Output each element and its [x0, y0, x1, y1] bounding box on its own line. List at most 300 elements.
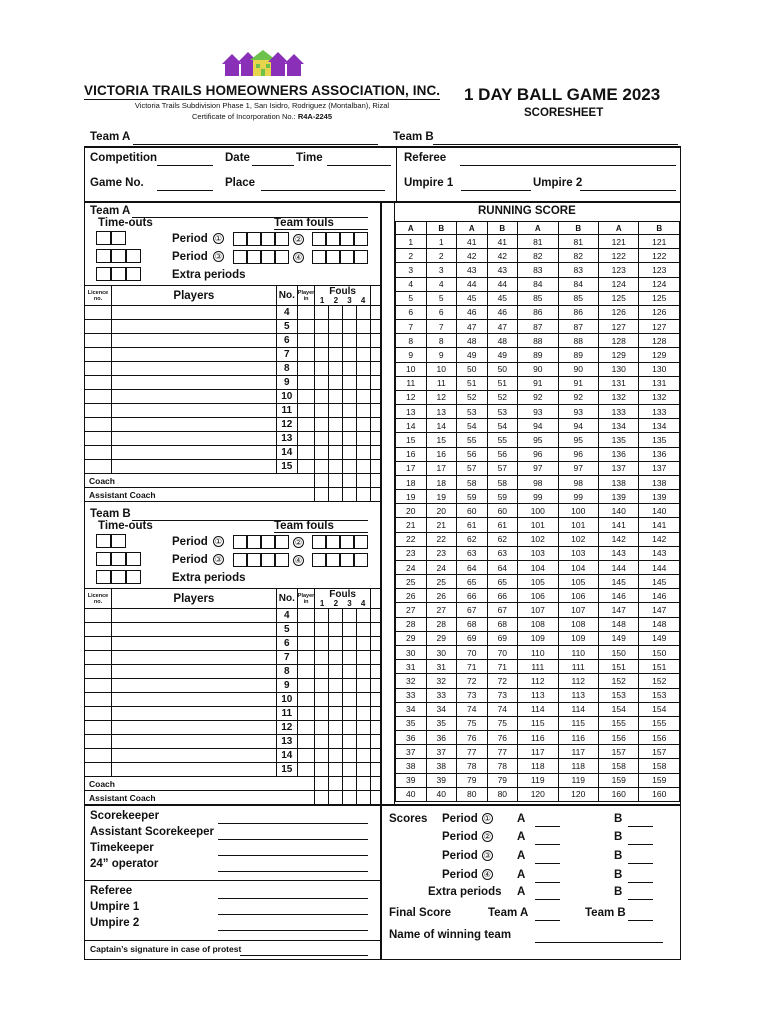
running-score-cell[interactable]: 1 [426, 235, 457, 249]
team-b-player-cell[interactable] [329, 679, 343, 693]
running-score-cell[interactable]: 33 [396, 688, 427, 702]
running-score-cell[interactable]: 142 [599, 532, 639, 546]
team-b-player-cell[interactable] [357, 735, 371, 749]
running-score-cell[interactable]: 121 [639, 235, 680, 249]
team-b-timeout-box[interactable] [111, 552, 126, 566]
running-score-cell[interactable]: 44 [457, 277, 488, 291]
running-score-cell[interactable]: 38 [396, 759, 427, 773]
team-a-player-cell[interactable] [370, 348, 380, 362]
bottom-umpire1-line[interactable] [218, 914, 368, 915]
team-a-player-cell[interactable] [111, 376, 276, 390]
running-score-cell[interactable]: 138 [599, 475, 639, 489]
running-score-cell[interactable]: 24 [396, 560, 427, 574]
team-a-coach-cell[interactable] [329, 474, 343, 488]
team-a-player-row[interactable] [85, 446, 381, 460]
team-a-player-cell[interactable] [111, 404, 276, 418]
running-score-cell[interactable]: 30 [396, 645, 427, 659]
running-score-cell[interactable]: 145 [639, 575, 680, 589]
running-score-cell[interactable]: 45 [457, 291, 488, 305]
score-a-line[interactable] [535, 844, 560, 845]
team-a-player-cell[interactable] [329, 460, 343, 474]
running-score-cell[interactable]: 106 [518, 589, 558, 603]
team-a-player-cell[interactable] [297, 390, 315, 404]
team-b-player-row[interactable] [85, 707, 381, 721]
team-b-player-cell[interactable] [329, 763, 343, 777]
running-score-cell[interactable]: 123 [599, 263, 639, 277]
team-a-coach-row[interactable] [85, 474, 381, 488]
team-a-player-cell[interactable] [297, 446, 315, 460]
team-b-player-row[interactable] [85, 665, 381, 679]
running-score-cell[interactable]: 91 [518, 376, 558, 390]
team-a-player-cell[interactable] [85, 362, 112, 376]
running-score-cell[interactable]: 139 [639, 490, 680, 504]
running-score-cell[interactable]: 24 [426, 560, 457, 574]
team-b-player-cell[interactable] [85, 623, 112, 637]
team-b-player-cell[interactable] [370, 679, 380, 693]
running-score-cell[interactable]: 109 [518, 631, 558, 645]
team-a-player-cell[interactable] [329, 320, 343, 334]
score-b-line[interactable] [628, 863, 653, 864]
running-score-cell[interactable]: 98 [518, 475, 558, 489]
team-b-player-cell[interactable] [111, 707, 276, 721]
team-b-player-cell[interactable] [315, 679, 329, 693]
running-score-cell[interactable]: 150 [599, 645, 639, 659]
running-score-cell[interactable]: 55 [457, 433, 488, 447]
team-a-player-cell[interactable] [111, 348, 276, 362]
running-score-cell[interactable]: 13 [396, 405, 427, 419]
team-b-foul-box[interactable] [233, 535, 247, 549]
team-a-player-row[interactable] [85, 390, 381, 404]
running-score-cell[interactable]: 10 [396, 362, 427, 376]
timekeeper-line[interactable] [218, 855, 368, 856]
running-score-cell[interactable]: 11 [396, 376, 427, 390]
team-a-assistant-coach-cell[interactable] [357, 488, 371, 502]
running-score-cell[interactable]: 23 [426, 546, 457, 560]
team-b-player-cell[interactable] [370, 721, 380, 735]
team-a-player-row[interactable] [85, 334, 381, 348]
team-b-foul-box[interactable] [233, 553, 247, 567]
team-b-player-cell[interactable] [297, 749, 315, 763]
team-a-player-cell[interactable] [297, 418, 315, 432]
team-a-player-cell[interactable] [111, 362, 276, 376]
running-score-cell[interactable]: 35 [426, 716, 457, 730]
running-score-cell[interactable]: 158 [639, 759, 680, 773]
running-score-cell[interactable]: 37 [426, 745, 457, 759]
running-score-cell[interactable]: 54 [457, 419, 488, 433]
running-score-cell[interactable]: 132 [639, 390, 680, 404]
team-b-player-cell[interactable] [85, 763, 112, 777]
running-score-cell[interactable]: 6 [426, 305, 457, 319]
team-b-player-cell[interactable] [329, 735, 343, 749]
team-a-assistant-coach-cell[interactable] [370, 488, 380, 502]
running-score-cell[interactable]: 5 [426, 291, 457, 305]
running-score-cell[interactable]: 25 [426, 575, 457, 589]
team-b-timeout-box[interactable] [96, 570, 111, 584]
team-b-foul-box[interactable] [261, 535, 275, 549]
running-score-cell[interactable]: 51 [487, 376, 518, 390]
running-score-cell[interactable]: 78 [457, 759, 488, 773]
team-a-player-cell[interactable] [315, 460, 329, 474]
running-score-cell[interactable]: 39 [396, 773, 427, 787]
running-score-cell[interactable]: 139 [599, 490, 639, 504]
team-b-player-cell[interactable] [111, 609, 276, 623]
running-score-cell[interactable]: 157 [639, 745, 680, 759]
team-a-player-cell[interactable] [343, 376, 357, 390]
team-b-timeout-box[interactable] [126, 570, 141, 584]
running-score-cell[interactable]: 14 [396, 419, 427, 433]
running-score-cell[interactable]: 29 [426, 631, 457, 645]
running-score-cell[interactable]: 77 [457, 745, 488, 759]
running-score-cell[interactable]: 42 [487, 249, 518, 263]
team-b-player-cell[interactable] [85, 679, 112, 693]
team-a-player-row[interactable] [85, 404, 381, 418]
running-score-cell[interactable]: 127 [639, 320, 680, 334]
team-a-timeout-box[interactable] [126, 267, 141, 281]
running-score-cell[interactable]: 147 [639, 603, 680, 617]
running-score-cell[interactable]: 20 [426, 504, 457, 518]
team-b-foul-box[interactable] [354, 553, 368, 567]
running-score-cell[interactable]: 110 [518, 645, 558, 659]
running-score-cell[interactable]: 85 [558, 291, 598, 305]
running-score-cell[interactable]: 126 [599, 305, 639, 319]
running-score-cell[interactable]: 75 [457, 716, 488, 730]
time-line[interactable] [327, 165, 391, 166]
running-score-cell[interactable]: 152 [639, 674, 680, 688]
running-score-cell[interactable]: 58 [487, 475, 518, 489]
running-score-cell[interactable]: 66 [457, 589, 488, 603]
running-score-cell[interactable]: 118 [518, 759, 558, 773]
running-score-cell[interactable]: 30 [426, 645, 457, 659]
team-b-coach-cell[interactable] [370, 777, 380, 791]
team-b-player-cell[interactable] [329, 609, 343, 623]
team-b-player-cell[interactable] [111, 679, 276, 693]
team-b-player-cell[interactable] [85, 749, 112, 763]
running-score-cell[interactable]: 120 [558, 787, 598, 801]
running-score-cell[interactable]: 133 [599, 405, 639, 419]
team-b-player-cell[interactable] [343, 651, 357, 665]
running-score-cell[interactable]: 80 [487, 787, 518, 801]
running-score-cell[interactable]: 1 [396, 235, 427, 249]
team-a-player-cell[interactable] [329, 348, 343, 362]
team-b-assistant-coach-cell[interactable] [329, 791, 343, 805]
team-a-timeout-box[interactable] [96, 267, 111, 281]
running-score-cell[interactable]: 48 [487, 334, 518, 348]
team-b-foul-box[interactable] [326, 535, 340, 549]
running-score-cell[interactable]: 62 [457, 532, 488, 546]
running-score-cell[interactable]: 99 [518, 490, 558, 504]
running-score-cell[interactable]: 34 [426, 702, 457, 716]
team-a-player-cell[interactable] [343, 390, 357, 404]
running-score-cell[interactable]: 136 [639, 447, 680, 461]
team-a-player-cell[interactable] [370, 460, 380, 474]
score-a-line[interactable] [535, 882, 560, 883]
running-score-cell[interactable]: 20 [396, 504, 427, 518]
running-score-cell[interactable]: 132 [599, 390, 639, 404]
team-a-player-cell[interactable] [315, 446, 329, 460]
running-score-cell[interactable]: 47 [457, 320, 488, 334]
team-b-player-cell[interactable] [357, 609, 371, 623]
running-score-cell[interactable]: 53 [487, 405, 518, 419]
team-a-player-cell[interactable] [370, 334, 380, 348]
running-score-cell[interactable]: 74 [457, 702, 488, 716]
running-score-cell[interactable]: 156 [639, 731, 680, 745]
team-a-player-cell[interactable] [329, 362, 343, 376]
running-score-cell[interactable]: 78 [487, 759, 518, 773]
running-score-cell[interactable]: 79 [487, 773, 518, 787]
running-score-cell[interactable]: 19 [396, 490, 427, 504]
team-b-foul-box[interactable] [312, 535, 326, 549]
team-b-player-cell[interactable] [343, 637, 357, 651]
team-a-player-cell[interactable] [297, 404, 315, 418]
running-score-cell[interactable]: 153 [639, 688, 680, 702]
team-b-player-row[interactable] [85, 735, 381, 749]
winner-line[interactable] [535, 942, 663, 943]
team-b-player-cell[interactable] [315, 763, 329, 777]
team-a-player-cell[interactable] [357, 418, 371, 432]
running-score-cell[interactable]: 63 [457, 546, 488, 560]
running-score-cell[interactable]: 103 [518, 546, 558, 560]
running-score-cell[interactable]: 128 [639, 334, 680, 348]
team-b-player-cell[interactable] [370, 749, 380, 763]
captain-signature-line[interactable] [240, 955, 368, 956]
running-score-cell[interactable]: 48 [457, 334, 488, 348]
running-score-cell[interactable]: 15 [426, 433, 457, 447]
running-score-cell[interactable]: 134 [639, 419, 680, 433]
team-a-timeout-box[interactable] [111, 267, 126, 281]
team-a-timeout-box[interactable] [96, 249, 111, 263]
team-a-player-cell[interactable] [297, 376, 315, 390]
running-score-cell[interactable]: 76 [487, 731, 518, 745]
running-score-cell[interactable]: 86 [518, 305, 558, 319]
running-score-cell[interactable]: 122 [639, 249, 680, 263]
running-score-cell[interactable]: 124 [639, 277, 680, 291]
team-a-player-row[interactable] [85, 376, 381, 390]
team-b-coach-row[interactable] [85, 777, 381, 791]
bottom-referee-line[interactable] [218, 898, 368, 899]
running-score-cell[interactable]: 154 [599, 702, 639, 716]
team-a-player-cell[interactable] [329, 446, 343, 460]
running-score-cell[interactable]: 52 [457, 390, 488, 404]
team-a-player-cell[interactable] [329, 376, 343, 390]
team-b-player-cell[interactable] [297, 679, 315, 693]
running-score-cell[interactable]: 151 [639, 660, 680, 674]
team-a-player-cell[interactable] [315, 320, 329, 334]
running-score-cell[interactable]: 28 [396, 617, 427, 631]
running-score-cell[interactable]: 67 [457, 603, 488, 617]
running-score-cell[interactable]: 119 [558, 773, 598, 787]
running-score-cell[interactable]: 140 [639, 504, 680, 518]
running-score-cell[interactable]: 27 [426, 603, 457, 617]
team-b-player-cell[interactable] [315, 609, 329, 623]
running-score-cell[interactable]: 160 [599, 787, 639, 801]
team-a-player-cell[interactable] [111, 460, 276, 474]
team-b-assistant-coach-cell[interactable] [357, 791, 371, 805]
running-score-cell[interactable]: 159 [639, 773, 680, 787]
running-score-cell[interactable]: 72 [457, 674, 488, 688]
team-b-player-cell[interactable] [329, 749, 343, 763]
running-score-cell[interactable]: 60 [487, 504, 518, 518]
team-b-player-cell[interactable] [85, 721, 112, 735]
team-b-player-cell[interactable] [343, 763, 357, 777]
running-score-cell[interactable]: 73 [457, 688, 488, 702]
running-score-cell[interactable]: 46 [457, 305, 488, 319]
running-score-cell[interactable]: 16 [426, 447, 457, 461]
running-score-cell[interactable]: 32 [426, 674, 457, 688]
running-score-cell[interactable]: 94 [518, 419, 558, 433]
team-b-player-cell[interactable] [343, 623, 357, 637]
running-score-cell[interactable]: 146 [639, 589, 680, 603]
running-score-cell[interactable]: 91 [558, 376, 598, 390]
team-b-player-cell[interactable] [85, 665, 112, 679]
running-score-cell[interactable]: 137 [599, 461, 639, 475]
team-b-player-row[interactable] [85, 637, 381, 651]
team-a-player-cell[interactable] [329, 404, 343, 418]
team-a-player-cell[interactable] [343, 418, 357, 432]
bottom-umpire2-line[interactable] [218, 930, 368, 931]
team-b-timeout-box[interactable] [111, 570, 126, 584]
team-a-player-cell[interactable] [85, 418, 112, 432]
team-b-coach-cell[interactable] [357, 777, 371, 791]
running-score-cell[interactable]: 2 [396, 249, 427, 263]
team-b-player-cell[interactable] [370, 707, 380, 721]
running-score-cell[interactable]: 70 [457, 645, 488, 659]
running-score-cell[interactable]: 96 [558, 447, 598, 461]
running-score-cell[interactable]: 129 [639, 348, 680, 362]
running-score-cell[interactable]: 149 [599, 631, 639, 645]
running-score-cell[interactable]: 64 [457, 560, 488, 574]
team-b-player-cell[interactable] [370, 735, 380, 749]
team-a-timeout-box[interactable] [111, 249, 126, 263]
running-score-cell[interactable]: 144 [599, 560, 639, 574]
final-team-a-line[interactable] [535, 920, 560, 921]
team-a-foul-box[interactable] [261, 232, 275, 246]
running-score-cell[interactable]: 19 [426, 490, 457, 504]
running-score-cell[interactable]: 101 [558, 518, 598, 532]
team-a-player-row[interactable] [85, 320, 381, 334]
running-score-cell[interactable]: 26 [426, 589, 457, 603]
team-a-foul-box[interactable] [340, 250, 354, 264]
team-b-player-cell[interactable] [111, 623, 276, 637]
running-score-cell[interactable]: 116 [558, 731, 598, 745]
final-team-b-line[interactable] [628, 920, 653, 921]
team-a-player-cell[interactable] [357, 460, 371, 474]
team-b-player-cell[interactable] [111, 735, 276, 749]
running-score-cell[interactable]: 49 [487, 348, 518, 362]
running-score-cell[interactable]: 68 [457, 617, 488, 631]
team-a-player-cell[interactable] [85, 404, 112, 418]
running-score-cell[interactable]: 29 [396, 631, 427, 645]
running-score-cell[interactable]: 47 [487, 320, 518, 334]
team-a-player-cell[interactable] [343, 306, 357, 320]
team-b-player-cell[interactable] [297, 707, 315, 721]
team-b-assistant-coach-cell[interactable] [343, 791, 357, 805]
running-score-cell[interactable]: 148 [599, 617, 639, 631]
team-a-player-cell[interactable] [357, 446, 371, 460]
team-a-foul-box[interactable] [340, 232, 354, 246]
running-score-cell[interactable]: 59 [487, 490, 518, 504]
running-score-cell[interactable]: 11 [426, 376, 457, 390]
running-score-cell[interactable]: 90 [558, 362, 598, 376]
team-a-player-cell[interactable] [315, 348, 329, 362]
running-score-cell[interactable]: 151 [599, 660, 639, 674]
team-b-player-cell[interactable] [343, 749, 357, 763]
running-score-cell[interactable]: 136 [599, 447, 639, 461]
running-score-cell[interactable]: 154 [639, 702, 680, 716]
running-score-cell[interactable]: 93 [558, 405, 598, 419]
team-a-player-row[interactable] [85, 460, 381, 474]
running-score-cell[interactable]: 108 [518, 617, 558, 631]
running-score-cell[interactable]: 17 [426, 461, 457, 475]
team-b-player-cell[interactable] [357, 679, 371, 693]
running-score-cell[interactable]: 3 [426, 263, 457, 277]
score-a-line[interactable] [535, 863, 560, 864]
team-b-foul-box[interactable] [275, 553, 289, 567]
team-a-player-cell[interactable] [343, 446, 357, 460]
running-score-cell[interactable]: 6 [396, 305, 427, 319]
team-b-player-cell[interactable] [357, 665, 371, 679]
running-score-cell[interactable]: 64 [487, 560, 518, 574]
team-b-player-cell[interactable] [370, 693, 380, 707]
team-a-player-cell[interactable] [315, 418, 329, 432]
team-b-player-row[interactable] [85, 763, 381, 777]
team-b-player-cell[interactable] [315, 637, 329, 651]
assistant-scorekeeper-line[interactable] [218, 839, 368, 840]
team-b-player-cell[interactable] [329, 623, 343, 637]
team-b-player-cell[interactable] [343, 721, 357, 735]
team-a-player-cell[interactable] [357, 390, 371, 404]
team-a-coach-cell[interactable] [343, 474, 357, 488]
team-a-player-cell[interactable] [370, 362, 380, 376]
running-score-cell[interactable]: 125 [599, 291, 639, 305]
running-score-cell[interactable]: 115 [518, 716, 558, 730]
team-a-player-cell[interactable] [315, 306, 329, 320]
score-b-line[interactable] [628, 826, 653, 827]
running-score-cell[interactable]: 5 [396, 291, 427, 305]
running-score-cell[interactable]: 106 [558, 589, 598, 603]
running-score-cell[interactable]: 135 [599, 433, 639, 447]
team-a-player-cell[interactable] [357, 376, 371, 390]
team-b-player-row[interactable] [85, 721, 381, 735]
running-score-cell[interactable]: 60 [457, 504, 488, 518]
team-b-player-cell[interactable] [357, 693, 371, 707]
team-a-player-cell[interactable] [329, 418, 343, 432]
team-b-player-cell[interactable] [297, 651, 315, 665]
running-score-cell[interactable]: 22 [426, 532, 457, 546]
team-a-player-cell[interactable] [357, 404, 371, 418]
team-b-player-cell[interactable] [111, 763, 276, 777]
running-score-cell[interactable]: 122 [599, 249, 639, 263]
team-b-player-cell[interactable] [315, 623, 329, 637]
team-b-player-cell[interactable] [357, 721, 371, 735]
running-score-cell[interactable]: 12 [426, 390, 457, 404]
team-b-player-cell[interactable] [329, 693, 343, 707]
running-score-cell[interactable]: 138 [639, 475, 680, 489]
team-a-coach-cell[interactable] [315, 474, 329, 488]
team-a-player-cell[interactable] [111, 446, 276, 460]
running-score-cell[interactable]: 25 [396, 575, 427, 589]
team-a-foul-box[interactable] [326, 232, 340, 246]
running-score-cell[interactable]: 14 [426, 419, 457, 433]
running-score-cell[interactable]: 99 [558, 490, 598, 504]
team-a-foul-box[interactable] [247, 250, 261, 264]
running-score-cell[interactable]: 120 [518, 787, 558, 801]
team-b-player-cell[interactable] [357, 651, 371, 665]
team-b-player-cell[interactable] [111, 665, 276, 679]
team-b-foul-box[interactable] [340, 553, 354, 567]
running-score-cell[interactable]: 145 [599, 575, 639, 589]
running-score-cell[interactable]: 63 [487, 546, 518, 560]
team-a-player-cell[interactable] [370, 404, 380, 418]
